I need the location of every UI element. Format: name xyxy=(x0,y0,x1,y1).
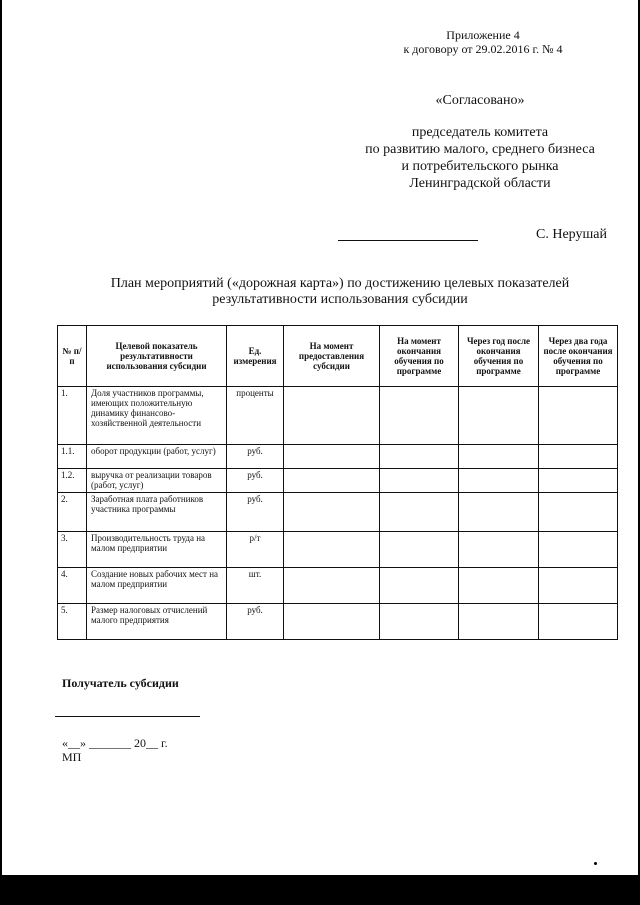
header-cell-after-1y: Через год после окончания обучения по программе xyxy=(459,326,539,387)
recipient-signature-line xyxy=(55,716,200,717)
header-cell-unit: Ед. измерения xyxy=(227,326,284,387)
row-value-cell xyxy=(380,604,459,640)
row-unit: руб. xyxy=(227,445,284,469)
table-row xyxy=(58,493,618,532)
header-cell-num: № п/п xyxy=(58,326,87,387)
approver-name: С. Нерушай xyxy=(536,227,607,242)
row-value-cell xyxy=(539,387,618,445)
row-value-cell xyxy=(539,469,618,493)
position-line-4: Ленинградской области xyxy=(409,176,551,191)
row-unit: р/т xyxy=(227,532,284,568)
scan-speck xyxy=(594,862,597,865)
row-unit: проценты xyxy=(227,387,284,445)
row-value-cell xyxy=(380,387,459,445)
row-value-cell xyxy=(284,604,380,640)
row-value-cell xyxy=(539,604,618,640)
table-row xyxy=(58,568,618,604)
recipient-label: Получатель субсидии xyxy=(62,676,179,690)
row-value-cell xyxy=(459,387,539,445)
row-indicator: Размер налоговых отчислений малого предприятия xyxy=(87,604,227,640)
table-header-row xyxy=(58,326,618,387)
row-num: 3. xyxy=(58,532,87,568)
approver-position xyxy=(330,124,630,192)
seal-place-label: МП xyxy=(62,750,82,764)
row-num: 1. xyxy=(58,387,87,445)
approval-stamp-text: «Согласовано» xyxy=(435,93,525,108)
table-row xyxy=(58,445,618,469)
header-cell-indicator: Целевой показатель результативности использования субсидии xyxy=(87,326,227,387)
attachment-line-2: к договору от 29.02.2016 г. № 4 xyxy=(403,42,563,56)
row-value-cell xyxy=(459,445,539,469)
scan-left-edge xyxy=(0,0,2,905)
scan-bottom-bar xyxy=(0,875,640,905)
row-value-cell xyxy=(380,532,459,568)
row-value-cell xyxy=(539,493,618,532)
row-value-cell xyxy=(459,493,539,532)
roadmap-table xyxy=(57,325,618,640)
row-indicator: Производительность труда на малом предприятии xyxy=(87,532,227,568)
row-unit: шт. xyxy=(227,568,284,604)
row-indicator: выручка от реализации товаров (работ, услуг) xyxy=(87,469,227,493)
table-row xyxy=(58,469,618,493)
row-unit: руб. xyxy=(227,493,284,532)
row-num: 1.2. xyxy=(58,469,87,493)
table-row xyxy=(58,387,618,445)
row-value-cell xyxy=(459,532,539,568)
row-num: 2. xyxy=(58,493,87,532)
date-line: «__» _______ 20__ г. xyxy=(62,736,168,750)
position-line-1: председатель комитета xyxy=(411,125,549,140)
row-indicator: Заработная плата работников участника программы xyxy=(87,493,227,532)
row-value-cell xyxy=(380,568,459,604)
header-cell-at-end: На момент окончания обучения по программе xyxy=(380,326,459,387)
row-value-cell xyxy=(284,568,380,604)
row-value-cell xyxy=(284,493,380,532)
row-value-cell xyxy=(284,469,380,493)
approver-signature-line xyxy=(338,240,478,241)
row-value-cell xyxy=(459,604,539,640)
row-value-cell xyxy=(284,387,380,445)
row-value-cell xyxy=(284,532,380,568)
row-value-cell xyxy=(380,493,459,532)
header-cell-at-grant: На момент предоставления субсидии xyxy=(284,326,380,387)
attachment-note xyxy=(393,28,573,56)
table-row xyxy=(58,532,618,568)
title-line-1: План мероприятий («дорожная карта») по достижению целевых показателей xyxy=(110,276,570,291)
row-value-cell xyxy=(380,469,459,493)
position-line-2: по развитию малого, среднего бизнеса xyxy=(365,142,595,157)
document-title xyxy=(60,276,620,308)
row-num: 5. xyxy=(58,604,87,640)
row-value-cell xyxy=(459,469,539,493)
row-indicator: Доля участников программы, имеющих положительную динамику финансово-хозяйственной деятельности xyxy=(87,387,227,445)
row-value-cell xyxy=(284,445,380,469)
row-indicator: Создание новых рабочих мест на малом предприятии xyxy=(87,568,227,604)
row-unit: руб. xyxy=(227,604,284,640)
row-unit: руб. xyxy=(227,469,284,493)
row-value-cell xyxy=(539,568,618,604)
row-value-cell xyxy=(539,532,618,568)
row-indicator: оборот продукции (работ, услуг) xyxy=(87,445,227,469)
table-row xyxy=(58,604,618,640)
attachment-line-1: Приложение 4 xyxy=(446,28,520,42)
row-value-cell xyxy=(459,568,539,604)
row-value-cell xyxy=(380,445,459,469)
row-num: 1.1. xyxy=(58,445,87,469)
row-value-cell xyxy=(539,445,618,469)
title-line-2: результативности использования субсидии xyxy=(212,292,468,307)
row-num: 4. xyxy=(58,568,87,604)
position-line-3: и потребительского рынка xyxy=(401,159,559,174)
header-cell-after-2y: Через два года после окончания обучения по программе xyxy=(539,326,618,387)
